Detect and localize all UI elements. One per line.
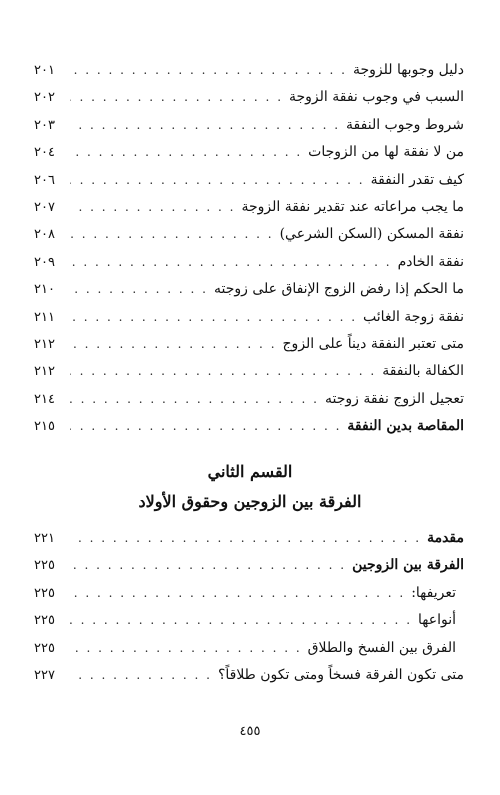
leader-dots bbox=[70, 358, 376, 385]
leader-dots bbox=[70, 221, 274, 248]
leader-dots bbox=[70, 580, 405, 607]
toc-entry-title: السبب في وجوب نفقة الزوجة bbox=[289, 89, 464, 106]
toc-entry bbox=[34, 304, 464, 331]
toc-entry-title: كيف تقدر النفقة bbox=[370, 171, 464, 188]
toc-entry-page: ٢٢٥ bbox=[34, 613, 55, 629]
toc-entry-page: ٢٢٥ bbox=[34, 558, 55, 574]
toc-entry bbox=[34, 167, 464, 194]
toc-entry bbox=[34, 276, 464, 303]
toc-entry-page: ٢٠١ bbox=[34, 63, 55, 78]
toc-entry-page: ٢٢٥ bbox=[34, 585, 55, 601]
toc-entry-title: متى تعتبر النفقة ديناً على الزوج bbox=[282, 335, 464, 352]
toc-entry bbox=[34, 413, 464, 440]
leader-dots bbox=[70, 139, 302, 166]
toc-entry-page: ٢٢١ bbox=[34, 531, 55, 546]
part-heading: القسم الثاني bbox=[207, 462, 293, 481]
toc-entry-title: الكفالة بالنفقة bbox=[382, 363, 464, 380]
leader-dots bbox=[70, 525, 421, 552]
toc-entry-page: ٢١٥ bbox=[34, 419, 55, 435]
toc-entry-page: ٢١٢ bbox=[34, 336, 55, 352]
toc-entry bbox=[34, 112, 464, 139]
toc-entry-page: ٢٢٥ bbox=[34, 640, 55, 656]
leader-dots bbox=[70, 304, 357, 331]
leader-dots bbox=[70, 331, 277, 358]
toc-entry bbox=[34, 386, 464, 413]
toc-entry bbox=[34, 662, 464, 689]
toc-entry-page: ٢٠٧ bbox=[34, 199, 55, 215]
toc-entry-title: من لا نفقة لها من الزوجات bbox=[308, 144, 464, 161]
toc-entry bbox=[34, 525, 464, 552]
toc-entry-page: ٢١٢ bbox=[34, 364, 55, 380]
part-subheading: الفرقة بين الزوجين وحقوق الأولاد bbox=[138, 492, 362, 511]
leader-dots bbox=[70, 607, 412, 634]
toc-entry bbox=[34, 249, 464, 276]
page-number: ٤٥٥ bbox=[239, 724, 261, 739]
toc-entry-title: أنواعها bbox=[418, 612, 456, 629]
toc-entry-page: ٢٢٧ bbox=[34, 667, 55, 683]
leader-dots bbox=[70, 57, 347, 84]
toc-entry bbox=[34, 139, 464, 166]
toc-entry-title: الفرقة بين الزوجين bbox=[352, 557, 464, 574]
leader-dots bbox=[70, 276, 208, 303]
toc-entry bbox=[34, 331, 464, 358]
toc-entry-title: المقاصة بدين النفقة bbox=[347, 418, 464, 435]
toc-entry-title: دليل وجوبها للزوجة bbox=[352, 62, 464, 78]
toc-entry-page: ٢٠٩ bbox=[34, 254, 55, 270]
toc-entry-title: متى تكون الفرقة فسخاً ومتى تكون طلاقاً؟ bbox=[217, 666, 464, 683]
toc-entry bbox=[34, 552, 464, 579]
toc-entry-title: ما يجب مراعاته عند تقدير نفقة الزوجة bbox=[241, 198, 464, 215]
toc-entry-title: نفقة زوجة الغائب bbox=[363, 308, 464, 325]
leader-dots bbox=[70, 194, 235, 221]
toc-entry-page: ٢٠٨ bbox=[34, 227, 55, 243]
leader-dots bbox=[70, 112, 340, 139]
toc-entry-title: مقدمة bbox=[427, 530, 464, 546]
leader-dots bbox=[70, 413, 341, 440]
toc-entry bbox=[34, 580, 464, 607]
toc-entry-page: ٢٠٤ bbox=[34, 145, 55, 161]
toc-entry-title: نفقة المسكن (السكن الشرعي) bbox=[279, 226, 464, 243]
toc-entry-page: ٢١٠ bbox=[34, 282, 55, 298]
toc-entry-page: ٢٠٦ bbox=[34, 172, 55, 188]
toc-entry-title: تعريفها: bbox=[411, 584, 456, 601]
leader-dots bbox=[70, 635, 302, 662]
toc-entry-page: ٢٠٢ bbox=[34, 90, 55, 106]
leader-dots bbox=[70, 386, 319, 413]
leader-dots bbox=[70, 84, 283, 111]
leader-dots bbox=[70, 167, 365, 194]
leader-dots bbox=[70, 552, 346, 579]
toc-section-2 bbox=[34, 525, 464, 689]
toc-entry bbox=[34, 194, 464, 221]
toc-entry-page: ٢١١ bbox=[34, 309, 55, 325]
toc-entry bbox=[34, 84, 464, 111]
toc-entry bbox=[34, 57, 464, 84]
toc-entry-title: تعجيل الزوج نفقة زوجته bbox=[324, 390, 464, 407]
toc-section-1 bbox=[34, 57, 464, 440]
toc-entry bbox=[34, 635, 464, 662]
toc-entry-title: الفرق بين الفسخ والطلاق bbox=[307, 639, 456, 656]
toc-entry-page: ٢١٤ bbox=[34, 391, 55, 407]
toc-entry-title: نفقة الخادم bbox=[397, 253, 464, 270]
toc-entry bbox=[34, 607, 464, 634]
leader-dots bbox=[70, 662, 212, 689]
toc-entry-page: ٢٠٣ bbox=[34, 117, 55, 133]
leader-dots bbox=[70, 249, 392, 276]
toc-entry-title: ما الحكم إذا رفض الزوج الإنفاق على زوجته bbox=[214, 281, 464, 298]
toc-entry bbox=[34, 221, 464, 248]
toc-entry-title: شروط وجوب النفقة bbox=[346, 116, 464, 133]
toc-entry bbox=[34, 358, 464, 385]
